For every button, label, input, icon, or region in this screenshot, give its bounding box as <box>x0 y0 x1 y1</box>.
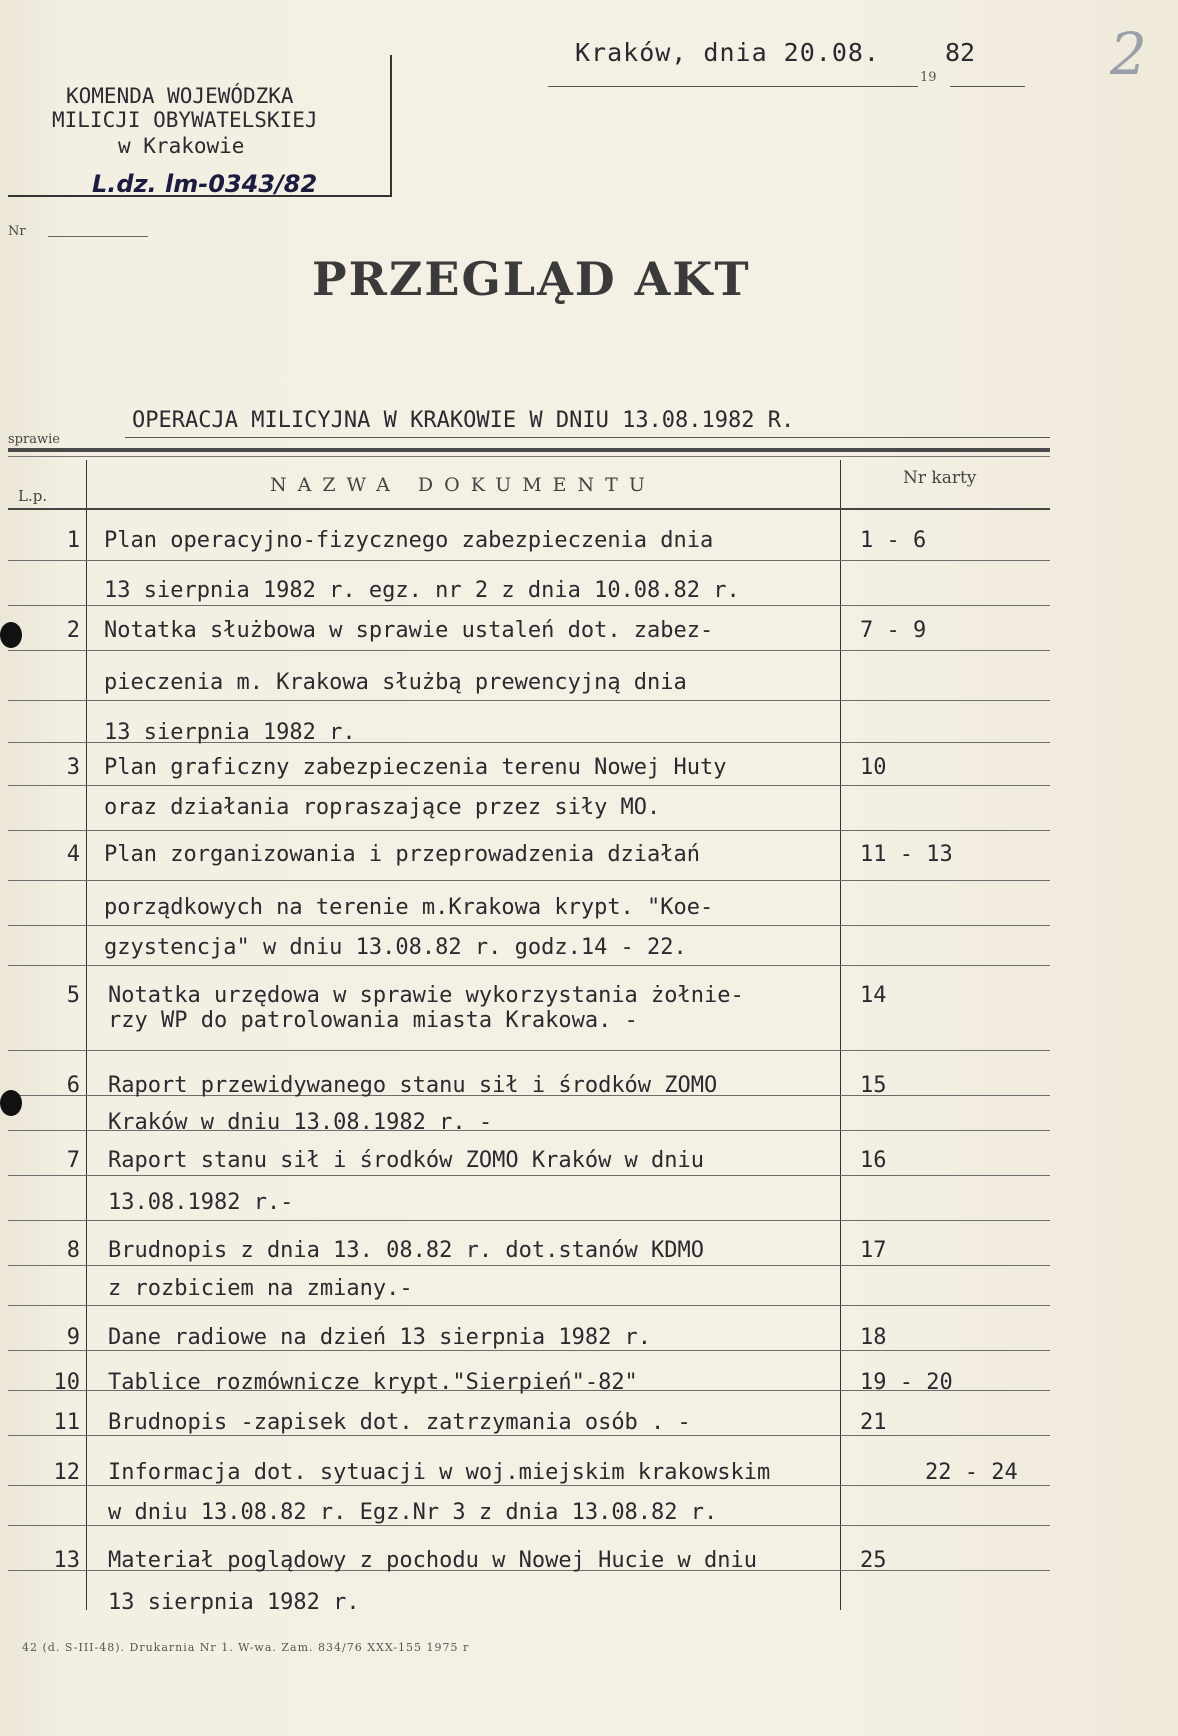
document-name-line: z rozbiciem na zmiany.- <box>108 1276 413 1301</box>
column-header-name: NAZWA DOKUMENTU <box>270 474 656 496</box>
nr-underline <box>48 236 148 237</box>
card-number: 14 <box>860 983 887 1008</box>
reference-number: L.dz. lm-0343/82 <box>92 170 318 198</box>
document-name-line: porządkowych na terenie m.Krakowa krypt. "Koe- <box>104 895 714 920</box>
card-number: 11 - 13 <box>860 842 953 867</box>
table-rule <box>8 925 1050 926</box>
document-name-line: oraz działania ropraszające przez siły MO. <box>104 795 661 820</box>
table-rule <box>8 650 1050 651</box>
subject-label: sprawie <box>8 432 60 447</box>
document-name-line: Raport stanu sił i środków ZOMO Kraków w dniu <box>108 1148 705 1173</box>
table-rule <box>8 1435 1050 1436</box>
punch-hole <box>0 1090 22 1116</box>
column-header-lp: L.p. <box>18 487 48 505</box>
document-name-line: Plan operacyjno-fizycznego zabezpieczenia dnia <box>104 528 714 553</box>
table-rule <box>8 965 1050 966</box>
card-number: 10 <box>860 755 887 780</box>
page-title: PRZEGLĄD AKT <box>312 252 751 306</box>
row-number: 12 <box>53 1460 80 1485</box>
date-underline <box>548 86 918 87</box>
document-name-line: Dane radiowe na dzień 13 sierpnia 1982 r. <box>108 1325 652 1350</box>
card-number: 21 <box>860 1410 887 1435</box>
subject-underline <box>125 437 1050 438</box>
row-number: 2 <box>66 618 80 643</box>
document-name-line: Informacja dot. sytuacji w woj.miejskim krakowskim <box>108 1460 771 1485</box>
document-name-line: Brudnopis -zapisek dot. zatrzymania osób . - <box>108 1410 691 1435</box>
table-rule <box>8 1265 1050 1266</box>
card-number: 22 - 24 <box>925 1460 1018 1485</box>
row-number: 5 <box>66 983 80 1008</box>
document-name-line: pieczenia m. Krakowa służbą prewencyjną dnia <box>104 670 687 695</box>
card-number: 18 <box>860 1325 887 1350</box>
table-rule <box>8 605 1050 606</box>
document-name-line: 13 sierpnia 1982 r. <box>104 720 356 745</box>
document-name-line: gzystencja" w dniu 13.08.82 r. godz.14 - 22. <box>104 935 687 960</box>
table-rule <box>8 880 1050 881</box>
row-number: 8 <box>66 1238 80 1263</box>
nr-label: Nr <box>8 224 26 239</box>
document-name-line: Kraków w dniu 13.08.1982 r. - <box>108 1110 493 1135</box>
punch-hole <box>0 622 22 648</box>
document-name-line: Plan zorganizowania i przeprowadzenia działań <box>104 842 701 867</box>
table-rule <box>8 1220 1050 1221</box>
table-rule <box>8 1175 1050 1176</box>
table-rule <box>8 560 1050 561</box>
row-number: 7 <box>66 1148 80 1173</box>
table-rule <box>8 1350 1050 1351</box>
row-number: 3 <box>66 755 80 780</box>
document-name-line: w dniu 13.08.82 r. Egz.Nr 3 z dnia 13.08.82 r. <box>108 1500 718 1525</box>
page-number-mark: 2 <box>1110 20 1147 88</box>
table-rule <box>8 1525 1050 1526</box>
row-number: 9 <box>66 1325 80 1350</box>
document-name-line: Plan graficzny zabezpieczenia terenu Nowej Huty <box>104 755 727 780</box>
row-number: 1 <box>66 528 80 553</box>
column-divider-lp <box>86 460 87 1610</box>
row-number: 6 <box>66 1073 80 1098</box>
table-rule <box>8 830 1050 831</box>
table-rule <box>8 1050 1050 1051</box>
table-rule <box>8 1305 1050 1306</box>
stamp-line-2: MILICJI OBYWATELSKIEJ <box>52 108 318 132</box>
table-rule <box>8 1485 1050 1486</box>
document-name-line: Notatka służbowa w sprawie ustaleń dot. zabez- <box>104 618 714 643</box>
card-number: 16 <box>860 1148 887 1173</box>
document-name-line: rzy WP do patrolowania miasta Krakowa. - <box>108 1008 638 1033</box>
document-name-line: Brudnopis z dnia 13. 08.82 r. dot.stanów KDMO <box>108 1238 705 1263</box>
document-name-line: 13.08.1982 r.- <box>108 1190 294 1215</box>
card-number: 1 - 6 <box>860 528 927 553</box>
table-rule <box>8 700 1050 701</box>
header-rule-thin <box>8 456 1050 457</box>
row-number: 10 <box>53 1370 80 1395</box>
document-name-line: Notatka urzędowa w sprawie wykorzystania żołnie- <box>108 983 744 1008</box>
card-number: 17 <box>860 1238 887 1263</box>
row-number: 11 <box>53 1410 80 1435</box>
table-rule <box>8 508 1050 510</box>
stamp-line-1: KOMENDA WOJEWÓDZKA <box>66 84 294 108</box>
year-underline <box>950 86 1025 87</box>
printer-footer: 42 (d. S-III-48). Drukarnia Nr 1. W-wa. Zam. 834/76 XXX-155 1975 r <box>22 1641 470 1654</box>
subject-text: OPERACJA MILICYJNA W KRAKOWIE W DNIU 13.08.1982 R. <box>132 408 795 433</box>
column-header-karty: Nr karty <box>903 468 977 488</box>
year-suffix: 82 <box>945 38 976 67</box>
card-number: 7 - 9 <box>860 618 927 643</box>
row-number: 13 <box>53 1548 80 1573</box>
header-rule <box>8 448 1050 452</box>
row-number: 4 <box>66 842 80 867</box>
place-date: Kraków, dnia 20.08. <box>575 38 880 67</box>
card-number: 25 <box>860 1548 887 1573</box>
document-name-line: Raport przewidywanego stanu sił i środków ZOMO <box>108 1073 718 1098</box>
document-name-line: 13 sierpnia 1982 r. <box>108 1590 360 1615</box>
card-number: 19 - 20 <box>860 1370 953 1395</box>
document-name-line: Tablice rozmównicze krypt."Sierpień"-82" <box>108 1370 638 1395</box>
column-divider-karty <box>840 460 841 1610</box>
document-name-line: Materiał poglądowy z pochodu w Nowej Hucie w dniu <box>108 1548 758 1573</box>
card-number: 15 <box>860 1073 887 1098</box>
table-rule <box>8 785 1050 786</box>
stamp-line-3: w Krakowie <box>118 134 245 158</box>
year-label: 19 <box>920 70 937 85</box>
document-name-line: 13 sierpnia 1982 r. egz. nr 2 z dnia 10.08.82 r. <box>104 578 740 603</box>
